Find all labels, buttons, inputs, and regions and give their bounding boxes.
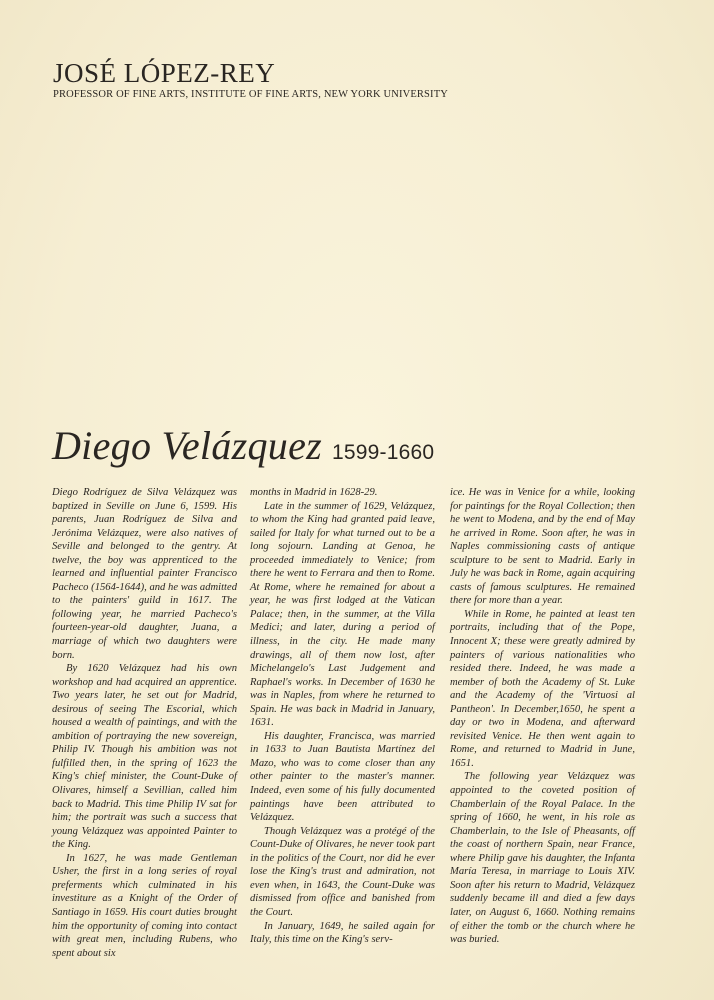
- text-column-1: [52, 486, 237, 960]
- author-affiliation: PROFESSOR OF FINE ARTS, INSTITUTE OF FINE ARTS, NEW YORK UNIVERSITY: [53, 89, 448, 100]
- article-title: Diego Velázquez: [52, 423, 323, 468]
- paragraph: In January, 1649, he sailed again for Italy, this time on the King's serv-: [250, 920, 435, 946]
- paragraph: ice. He was in Venice for a while, looking for paintings for the Royal Collection; then he went to Modena, and by the end of May he arrived in Rome. Soon after, he was in Naples commissioning casts of antique sculpture to be sent to Madrid. Early in July he was back in Rome, again acquiring casts of famous sculptures. He remained there for more than a year.: [450, 487, 635, 607]
- text-column-2: [250, 486, 435, 947]
- paragraph: Diego Rodríguez de Silva Velázquez was baptized in Seville on June 6, 1599. His parents, Juan Rodríguez de Silva and Jerónima Velázquez, were also natives of Seville and belonged to the gentry. At twelve, the boy was apprenticed to the learned and influential painter Francisco Pacheco (1564-1644), and he was admitted to the painters' guild in 1617. The following year, he married Pacheco's fourteen-year-old daughter, Juana, a marriage of which two daughters were born.: [52, 487, 237, 661]
- article-dates: 1599-1660: [332, 441, 435, 464]
- text-column-3: [450, 486, 635, 947]
- paragraph: months in Madrid in 1628-29.: [250, 487, 378, 498]
- author-name: JOSÉ LÓPEZ-REY: [53, 58, 276, 88]
- article-heading: [52, 423, 435, 468]
- paragraph: Late in the summer of 1629, Velázquez, to whom the King had granted paid leave, sailed for Italy for what turned out to be a long sojourn. Landing at Genoa, he proceeded immediately to Venice; from there he went to Ferrara and then to Rome. At Rome, where he remained for about a year, he was first lodged at the Vatican Palace; then, in the summer, at the Villa Medici; and later, during a period of illness, in the city. He made many drawings, all of them now lost, after Michelangelo's Last Judgement and Raphael's works. In December of 1630 he was in Naples, from where he returned to Spain. He was back in Madrid in January, 1631.: [250, 500, 435, 729]
- paragraph: In 1627, he was made Gentleman Usher, the first in a long series of royal preferments which culminated in his investiture as a Knight of the Order of Santiago in 1659. His court duties brought him the opportunity of coming into contact with great men, including Rubens, who spent about six: [52, 852, 237, 959]
- paragraph: While in Rome, he painted at least ten portraits, including that of the Pope, Innocent X; these were greatly admired by painters of various nationalities who resided there. Indeed, he was made a member of both the Academy of St. Luke and the Academy of the 'Virtuosi al Pantheon'. In December,1650, he spent a day or two in Modena, and afterward revisited Venice. He then went again to Rome, and returned to Madrid in June, 1651.: [450, 608, 635, 769]
- paragraph: His daughter, Francisca, was married in 1633 to Juan Bautista Martínez del Mazo, who was to come closer than any other painter to the master's manner. Indeed, even some of his fully documented paintings have been attributed to Velázquez.: [250, 730, 435, 824]
- paragraph: Though Velázquez was a protégé of the Count-Duke of Olivares, he never took part in the politics of the Court, nor did he ever lose the King's trust and admiration, not even when, in 1643, the Count-Duke was dismissed from office and banished from the Court.: [250, 825, 435, 918]
- paragraph: The following year Velázquez was appointed to the coveted position of Chamberlain of the Royal Palace. In the spring of 1660, he went, in his role as Chamberlain, to the Isle of Pheasants, off the coast of northern Spain, near France, where Philip gave his daughter, the Infanta María Teresa, in marriage to Louis XIV. Soon after his return to Madrid, Velázquez suddenly became ill and died a few days later, on August 6, 1660. Nothing remains of either the tomb or the church where he was buried.: [450, 771, 635, 946]
- paragraph: By 1620 Velázquez had his own workshop and had acquired an apprentice. Two years later, he set out for Madrid, desirous of seeing The Escorial, which housed a wealth of paintings, and with the ambition of portraying the new sovereign, Philip IV. Though his ambition was not fulfilled then, in the spring of 1623 the King's chief minister, the Count-Duke of Olivares, himself a Sevillian, called him back to Madrid. This time Philip IV sat for him; the portrait was such a success that young Velázquez was appointed Painter to the King.: [52, 663, 237, 851]
